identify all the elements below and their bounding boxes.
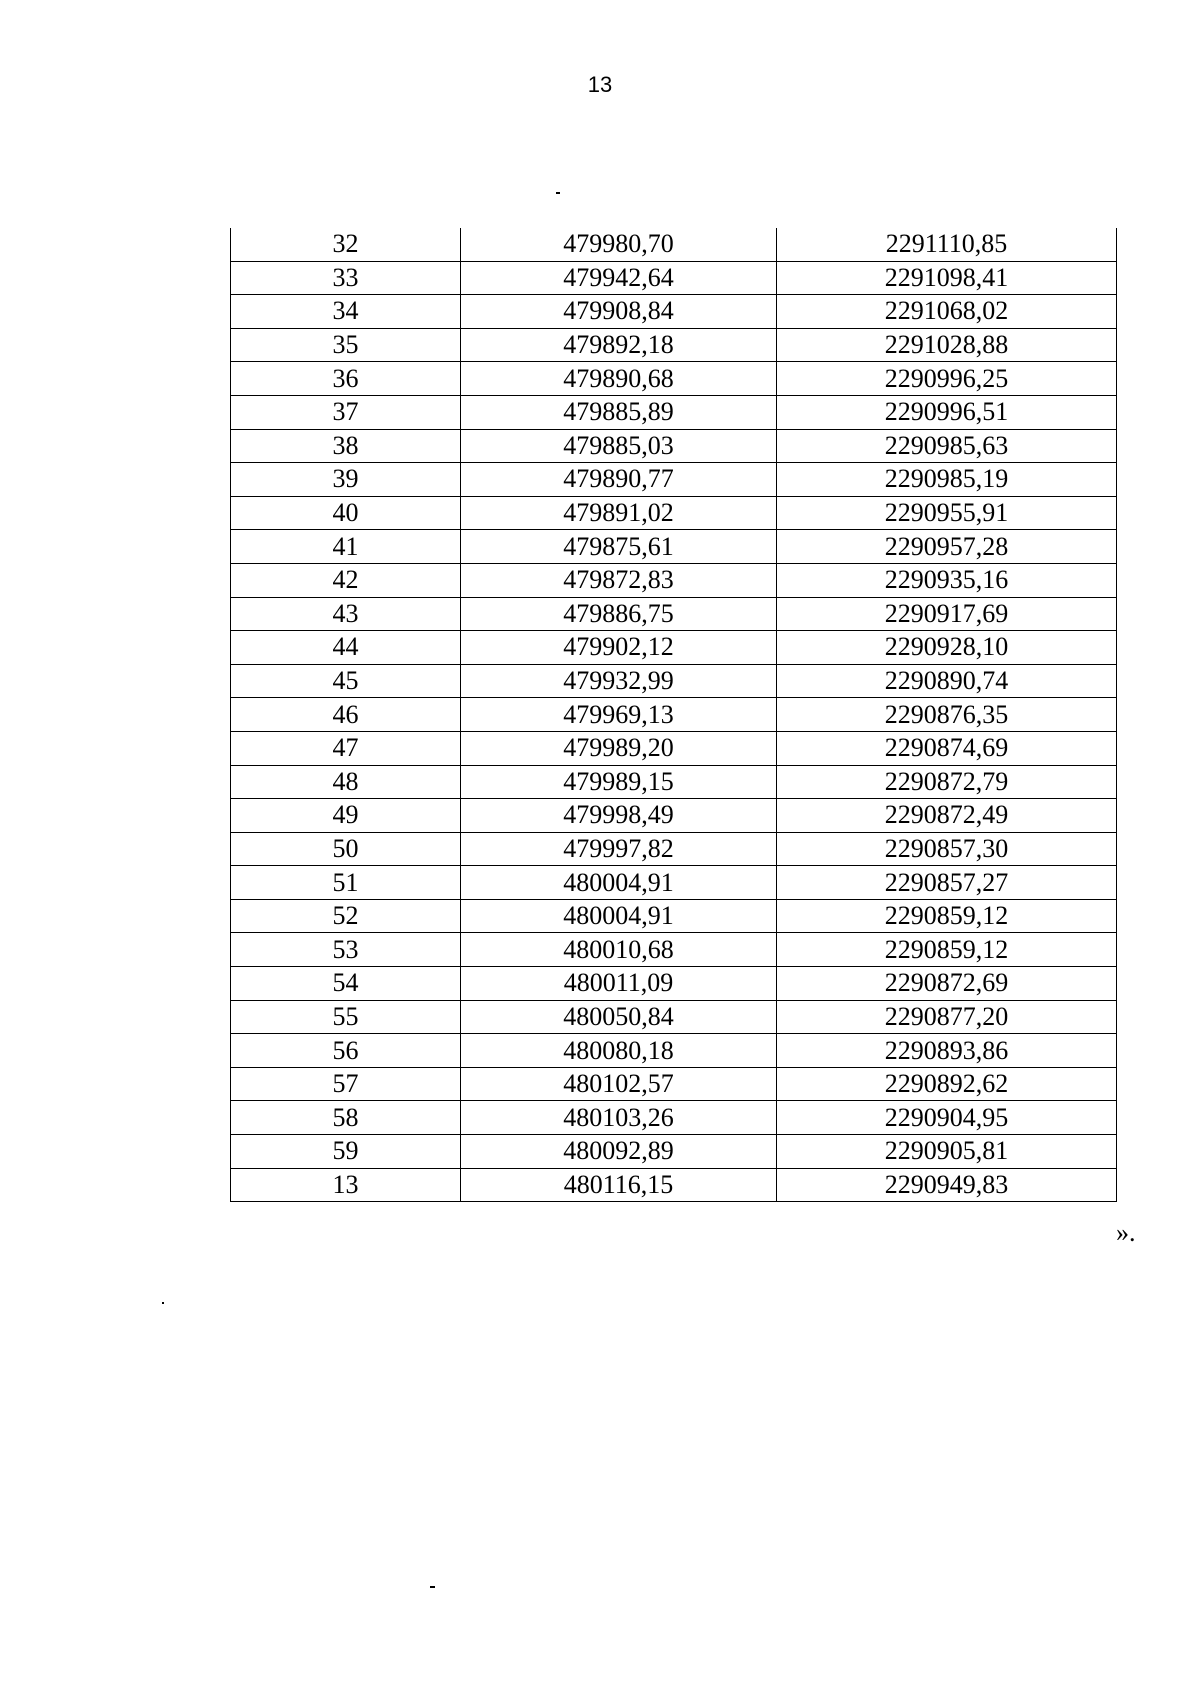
table-row <box>231 530 1117 564</box>
x-coordinate-cell: 479872,83 <box>461 563 777 597</box>
y-coordinate-cell: 2291028,88 <box>777 328 1117 362</box>
table-row <box>231 1034 1117 1068</box>
y-coordinate-cell: 2290874,69 <box>777 731 1117 765</box>
table-row <box>231 362 1117 396</box>
y-coordinate-cell: 2290928,10 <box>777 631 1117 665</box>
closing-quote: ». <box>1116 1218 1136 1247</box>
table-row <box>231 1067 1117 1101</box>
x-coordinate-cell: 479969,13 <box>461 698 777 732</box>
scan-speck <box>556 192 560 194</box>
x-coordinate-cell: 479908,84 <box>461 295 777 329</box>
table-row <box>231 597 1117 631</box>
table-row <box>231 832 1117 866</box>
table-row <box>231 631 1117 665</box>
y-coordinate-cell: 2290876,35 <box>777 698 1117 732</box>
y-coordinate-cell: 2290917,69 <box>777 597 1117 631</box>
table-row <box>231 395 1117 429</box>
table-row <box>231 429 1117 463</box>
table-row <box>231 731 1117 765</box>
y-coordinate-cell: 2290872,49 <box>777 799 1117 833</box>
point-number-cell: 45 <box>231 664 461 698</box>
y-coordinate-cell: 2290890,74 <box>777 664 1117 698</box>
y-coordinate-cell: 2290904,95 <box>777 1101 1117 1135</box>
x-coordinate-cell: 479989,15 <box>461 765 777 799</box>
x-coordinate-cell: 479885,03 <box>461 429 777 463</box>
x-coordinate-cell: 479891,02 <box>461 496 777 530</box>
point-number-cell: 52 <box>231 899 461 933</box>
scan-speck <box>162 1302 164 1304</box>
table-row <box>231 866 1117 900</box>
point-number-cell: 36 <box>231 362 461 396</box>
x-coordinate-cell: 479932,99 <box>461 664 777 698</box>
x-coordinate-cell: 479892,18 <box>461 328 777 362</box>
y-coordinate-cell: 2290935,16 <box>777 563 1117 597</box>
point-number-cell: 53 <box>231 933 461 967</box>
table-row <box>231 664 1117 698</box>
y-coordinate-cell: 2290905,81 <box>777 1135 1117 1169</box>
point-number-cell: 58 <box>231 1101 461 1135</box>
x-coordinate-cell: 480092,89 <box>461 1135 777 1169</box>
point-number-cell: 41 <box>231 530 461 564</box>
y-coordinate-cell: 2290859,12 <box>777 933 1117 967</box>
scan-speck <box>430 1586 435 1588</box>
table-row <box>231 463 1117 497</box>
x-coordinate-cell: 479989,20 <box>461 731 777 765</box>
point-number-cell: 42 <box>231 563 461 597</box>
x-coordinate-cell: 480004,91 <box>461 899 777 933</box>
x-coordinate-cell: 480102,57 <box>461 1067 777 1101</box>
point-number-cell: 49 <box>231 799 461 833</box>
y-coordinate-cell: 2291110,85 <box>777 228 1117 261</box>
point-number-cell: 51 <box>231 866 461 900</box>
coordinates-table <box>230 228 1117 1202</box>
y-coordinate-cell: 2290957,28 <box>777 530 1117 564</box>
point-number-cell: 54 <box>231 967 461 1001</box>
x-coordinate-cell: 480050,84 <box>461 1000 777 1034</box>
point-number-cell: 32 <box>231 228 461 261</box>
point-number-cell: 43 <box>231 597 461 631</box>
page-number: 13 <box>587 72 613 97</box>
table-row <box>231 698 1117 732</box>
x-coordinate-cell: 479998,49 <box>461 799 777 833</box>
point-number-cell: 47 <box>231 731 461 765</box>
table-row <box>231 1168 1117 1202</box>
table-row <box>231 799 1117 833</box>
point-number-cell: 55 <box>231 1000 461 1034</box>
point-number-cell: 56 <box>231 1034 461 1068</box>
point-number-cell: 33 <box>231 261 461 295</box>
table-row <box>231 228 1117 261</box>
point-number-cell: 48 <box>231 765 461 799</box>
x-coordinate-cell: 480103,26 <box>461 1101 777 1135</box>
y-coordinate-cell: 2290859,12 <box>777 899 1117 933</box>
table-row <box>231 967 1117 1001</box>
table-row <box>231 1000 1117 1034</box>
table-row <box>231 933 1117 967</box>
point-number-cell: 13 <box>231 1168 461 1202</box>
point-number-cell: 46 <box>231 698 461 732</box>
point-number-cell: 34 <box>231 295 461 329</box>
x-coordinate-cell: 479885,89 <box>461 395 777 429</box>
y-coordinate-cell: 2290893,86 <box>777 1034 1117 1068</box>
point-number-cell: 57 <box>231 1067 461 1101</box>
y-coordinate-cell: 2291068,02 <box>777 295 1117 329</box>
point-number-cell: 35 <box>231 328 461 362</box>
table-row <box>231 899 1117 933</box>
x-coordinate-cell: 479980,70 <box>461 228 777 261</box>
x-coordinate-cell: 479875,61 <box>461 530 777 564</box>
y-coordinate-cell: 2290892,62 <box>777 1067 1117 1101</box>
point-number-cell: 50 <box>231 832 461 866</box>
y-coordinate-cell: 2290872,79 <box>777 765 1117 799</box>
x-coordinate-cell: 479886,75 <box>461 597 777 631</box>
table-row <box>231 496 1117 530</box>
point-number-cell: 59 <box>231 1135 461 1169</box>
point-number-cell: 37 <box>231 395 461 429</box>
table-row <box>231 328 1117 362</box>
y-coordinate-cell: 2290872,69 <box>777 967 1117 1001</box>
y-coordinate-cell: 2290996,51 <box>777 395 1117 429</box>
x-coordinate-cell: 480011,09 <box>461 967 777 1001</box>
point-number-cell: 39 <box>231 463 461 497</box>
x-coordinate-cell: 479890,68 <box>461 362 777 396</box>
point-number-cell: 44 <box>231 631 461 665</box>
coordinates-table-body <box>231 228 1117 1202</box>
y-coordinate-cell: 2290985,63 <box>777 429 1117 463</box>
y-coordinate-cell: 2290857,30 <box>777 832 1117 866</box>
table-row <box>231 1101 1117 1135</box>
x-coordinate-cell: 480010,68 <box>461 933 777 967</box>
y-coordinate-cell: 2290877,20 <box>777 1000 1117 1034</box>
y-coordinate-cell: 2290996,25 <box>777 362 1117 396</box>
table-row <box>231 261 1117 295</box>
y-coordinate-cell: 2290955,91 <box>777 496 1117 530</box>
x-coordinate-cell: 480080,18 <box>461 1034 777 1068</box>
y-coordinate-cell: 2290857,27 <box>777 866 1117 900</box>
x-coordinate-cell: 479890,77 <box>461 463 777 497</box>
table-row <box>231 295 1117 329</box>
x-coordinate-cell: 479902,12 <box>461 631 777 665</box>
table-row <box>231 765 1117 799</box>
y-coordinate-cell: 2290985,19 <box>777 463 1117 497</box>
point-number-cell: 40 <box>231 496 461 530</box>
y-coordinate-cell: 2291098,41 <box>777 261 1117 295</box>
point-number-cell: 38 <box>231 429 461 463</box>
x-coordinate-cell: 480116,15 <box>461 1168 777 1202</box>
x-coordinate-cell: 480004,91 <box>461 866 777 900</box>
x-coordinate-cell: 479942,64 <box>461 261 777 295</box>
x-coordinate-cell: 479997,82 <box>461 832 777 866</box>
table-row <box>231 563 1117 597</box>
y-coordinate-cell: 2290949,83 <box>777 1168 1117 1202</box>
table-row <box>231 1135 1117 1169</box>
